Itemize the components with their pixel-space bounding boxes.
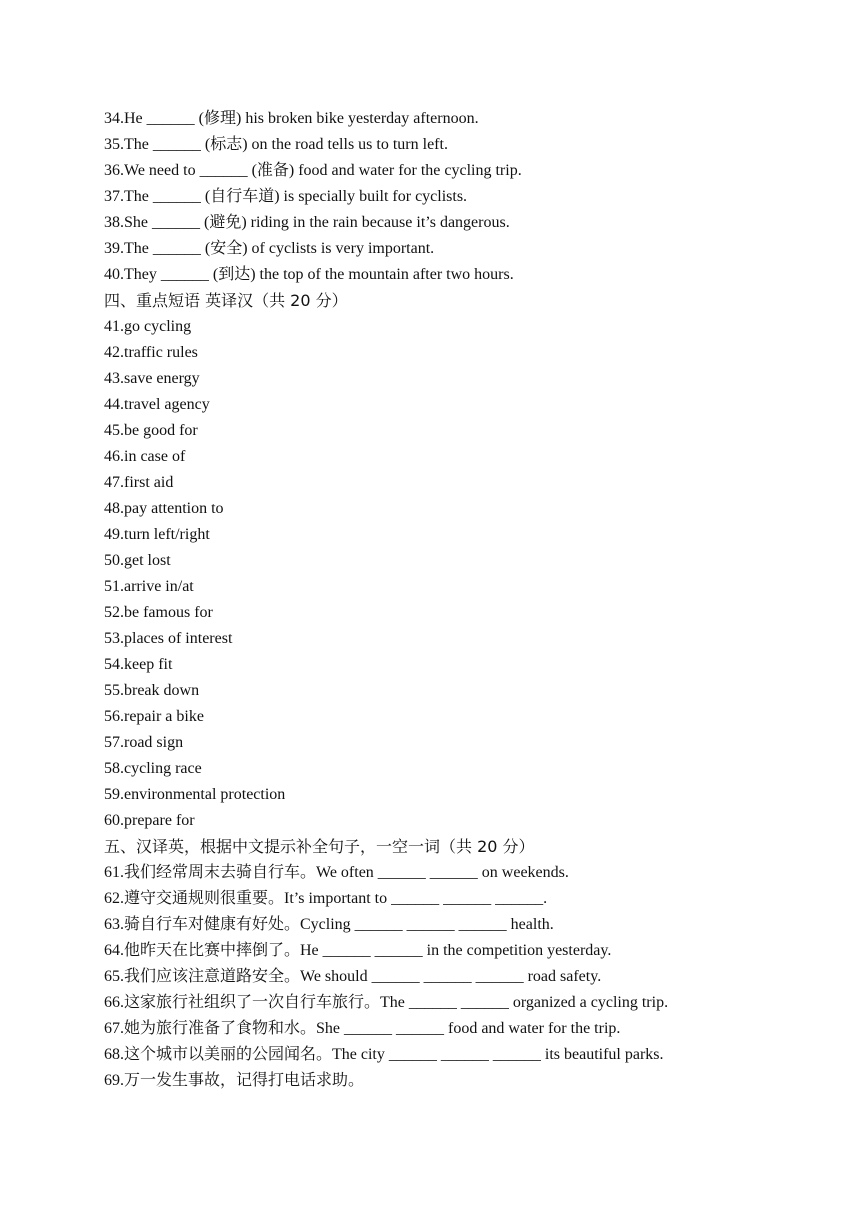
- list-item: 50.get lost: [104, 552, 171, 569]
- section-heading: 五、汉译英，根据中文提示补全句子，一空一词（共 20 分）: [104, 837, 535, 856]
- list-item: 59.environmental protection: [104, 786, 286, 803]
- list-item: 67.她为旅行准备了食物和水。She ______ ______ food and water for the trip.: [104, 1020, 621, 1037]
- list-item: 64.他昨天在比赛中摔倒了。He ______ ______ in the competition yesterday.: [104, 942, 612, 959]
- list-item: 69.万一发生事故，记得打电话求助。: [104, 1072, 365, 1089]
- list-item: 42.traffic rules: [104, 344, 198, 361]
- list-item: 40.They ______ (到达) the top of the mountain after two hours.: [104, 266, 514, 283]
- list-item: 38.She ______ (避免) riding in the rain because it’s dangerous.: [104, 214, 510, 231]
- list-item: 56.repair a bike: [104, 708, 204, 725]
- list-item: 51.arrive in/at: [104, 578, 194, 595]
- list-item: 52.be famous for: [104, 604, 213, 621]
- list-item: 66.这家旅行社组织了一次自行车旅行。The ______ ______ organized a cycling trip.: [104, 994, 669, 1011]
- list-item: 55.break down: [104, 682, 200, 699]
- list-item: 34.He ______ (修理) his broken bike yesterday afternoon.: [104, 110, 479, 127]
- list-item: 63.骑自行车对健康有好处。Cycling ______ ______ ______ health.: [104, 916, 554, 933]
- list-item: 48.pay attention to: [104, 500, 224, 517]
- list-item: 47.first aid: [104, 474, 174, 491]
- list-item: 65.我们应该注意道路安全。We should ______ ______ ______ road safety.: [104, 968, 602, 985]
- document-page: [104, 106, 824, 1094]
- list-item: 45.be good for: [104, 422, 198, 439]
- list-item: 57.road sign: [104, 734, 184, 751]
- list-item: 46.in case of: [104, 448, 186, 465]
- list-item: 68.这个城市以美丽的公园闻名。The city ______ ______ ______ its beautiful parks.: [104, 1046, 664, 1063]
- list-item: 39.The ______ (安全) of cyclists is very important.: [104, 240, 435, 257]
- section-heading: 四、重点短语 英译汉（共 20 分）: [104, 291, 348, 310]
- list-item: 37.The ______ (自行车道) is specially built for cyclists.: [104, 188, 468, 205]
- list-item: 54.keep fit: [104, 656, 173, 673]
- list-item: 62.遵守交通规则很重要。It’s important to ______ ______ ______.: [104, 890, 548, 907]
- list-item: 60.prepare for: [104, 812, 195, 829]
- list-item: 44.travel agency: [104, 396, 210, 413]
- list-item: 41.go cycling: [104, 318, 192, 335]
- list-item: 58.cycling race: [104, 760, 202, 777]
- list-item: 53.places of interest: [104, 630, 233, 647]
- list-item: 49.turn left/right: [104, 526, 210, 543]
- list-item: 43.save energy: [104, 370, 200, 387]
- list-item: 35.The ______ (标志) on the road tells us to turn left.: [104, 136, 448, 153]
- list-item: 61.我们经常周末去骑自行车。We often ______ ______ on weekends.: [104, 864, 569, 881]
- list-item: 36.We need to ______ (准备) food and water for the cycling trip.: [104, 162, 522, 179]
